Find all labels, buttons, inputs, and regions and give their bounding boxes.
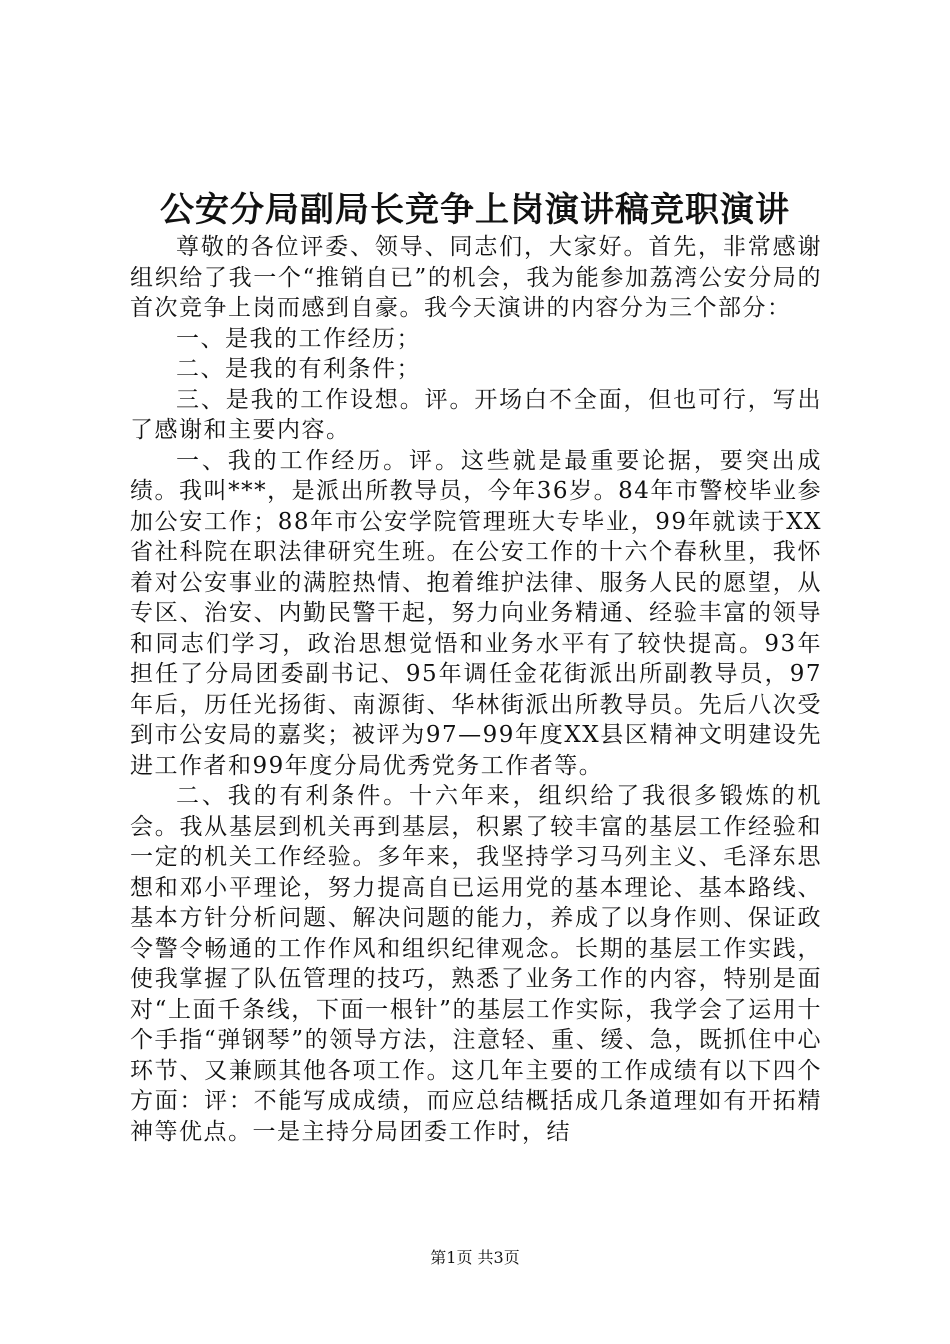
paragraph-intro: 尊敬的各位评委、领导、同志们，大家好。首先，非常感谢组织给了我一个“推销自已”的机会，我为能参加荔湾公安分局的首次竞争上岗而感到自豪。我今天演讲的内容分为三个部分： bbox=[130, 234, 822, 321]
page-number-footer: 第1页 共3页 bbox=[430, 1248, 520, 1267]
paragraph-outline-item-2: 二、是我的有利条件； bbox=[176, 356, 421, 382]
paragraph-advantages: 二、我的有利条件。十六年来，组织给了我很多锻炼的机会。我从基层到机关再到基层，积累了较丰富的基层工作经验和一定的机关工作经验。多年来，我坚持学习马列主义、毛泽东思想和邓小平理论，努力提高自已运用党的基本理论、基本路线、基本方针分析问题、解决问题的能力，养成了以身作则、保证政令警令畅通的工作作风和组织纪律观念。长期的基层工作实践，使我掌握了队伍管理的技巧，熟悉了业务工作的内容，特别是面对“上面千条线，下面一根针”的基层工作实际，我学会了运用十个手指“弹钢琴”的领导方法，注意轻、重、缓、急，既抓住中心环节、又兼顾其他各项工作。这几年主要的工作成绩有以下四个方面：评：不能写成成绩，而应总结概括成几条道理如有开拓精神等优点。一是主持分局团委工作时，结 bbox=[130, 783, 822, 1145]
document-title: 公安分局副局长竞争上岗演讲稿竞职演讲 bbox=[160, 190, 790, 230]
document-body bbox=[130, 232, 822, 1147]
paragraph-work-experience: 一、我的工作经历。评。这些就是最重要论据，要突出成绩。我叫***，是派出所教导员，今年36岁。84年市警校毕业参加公安工作；88年市公安学院管理班大专毕业，99年就读于XX省社科院在职法律研究生班。在公安工作的十六个春秋里，我怀着对公安事业的满腔热情、抱着维护法律、服务人民的愿望，从专区、治安、内勤民警干起，努力向业务精通、经验丰富的领导和同志们学习，政治思想觉悟和业务水平有了较快提高。93年担任了分局团委副书记、95年调任金花街派出所副教导员，97年后，历任光扬街、南源街、华林街派出所教导员。先后八次受到市公安局的嘉奖；被评为97—99年度XX县区精神文明建设先进工作者和99年度分局优秀党务工作者等。 bbox=[130, 447, 822, 779]
paragraph-outline-item-1: 一、是我的工作经历； bbox=[176, 325, 421, 352]
paragraph-outline-item-3: 三、是我的工作设想。评。开场白不全面，但也可行，写出了感谢和主要内容。 bbox=[130, 386, 822, 443]
